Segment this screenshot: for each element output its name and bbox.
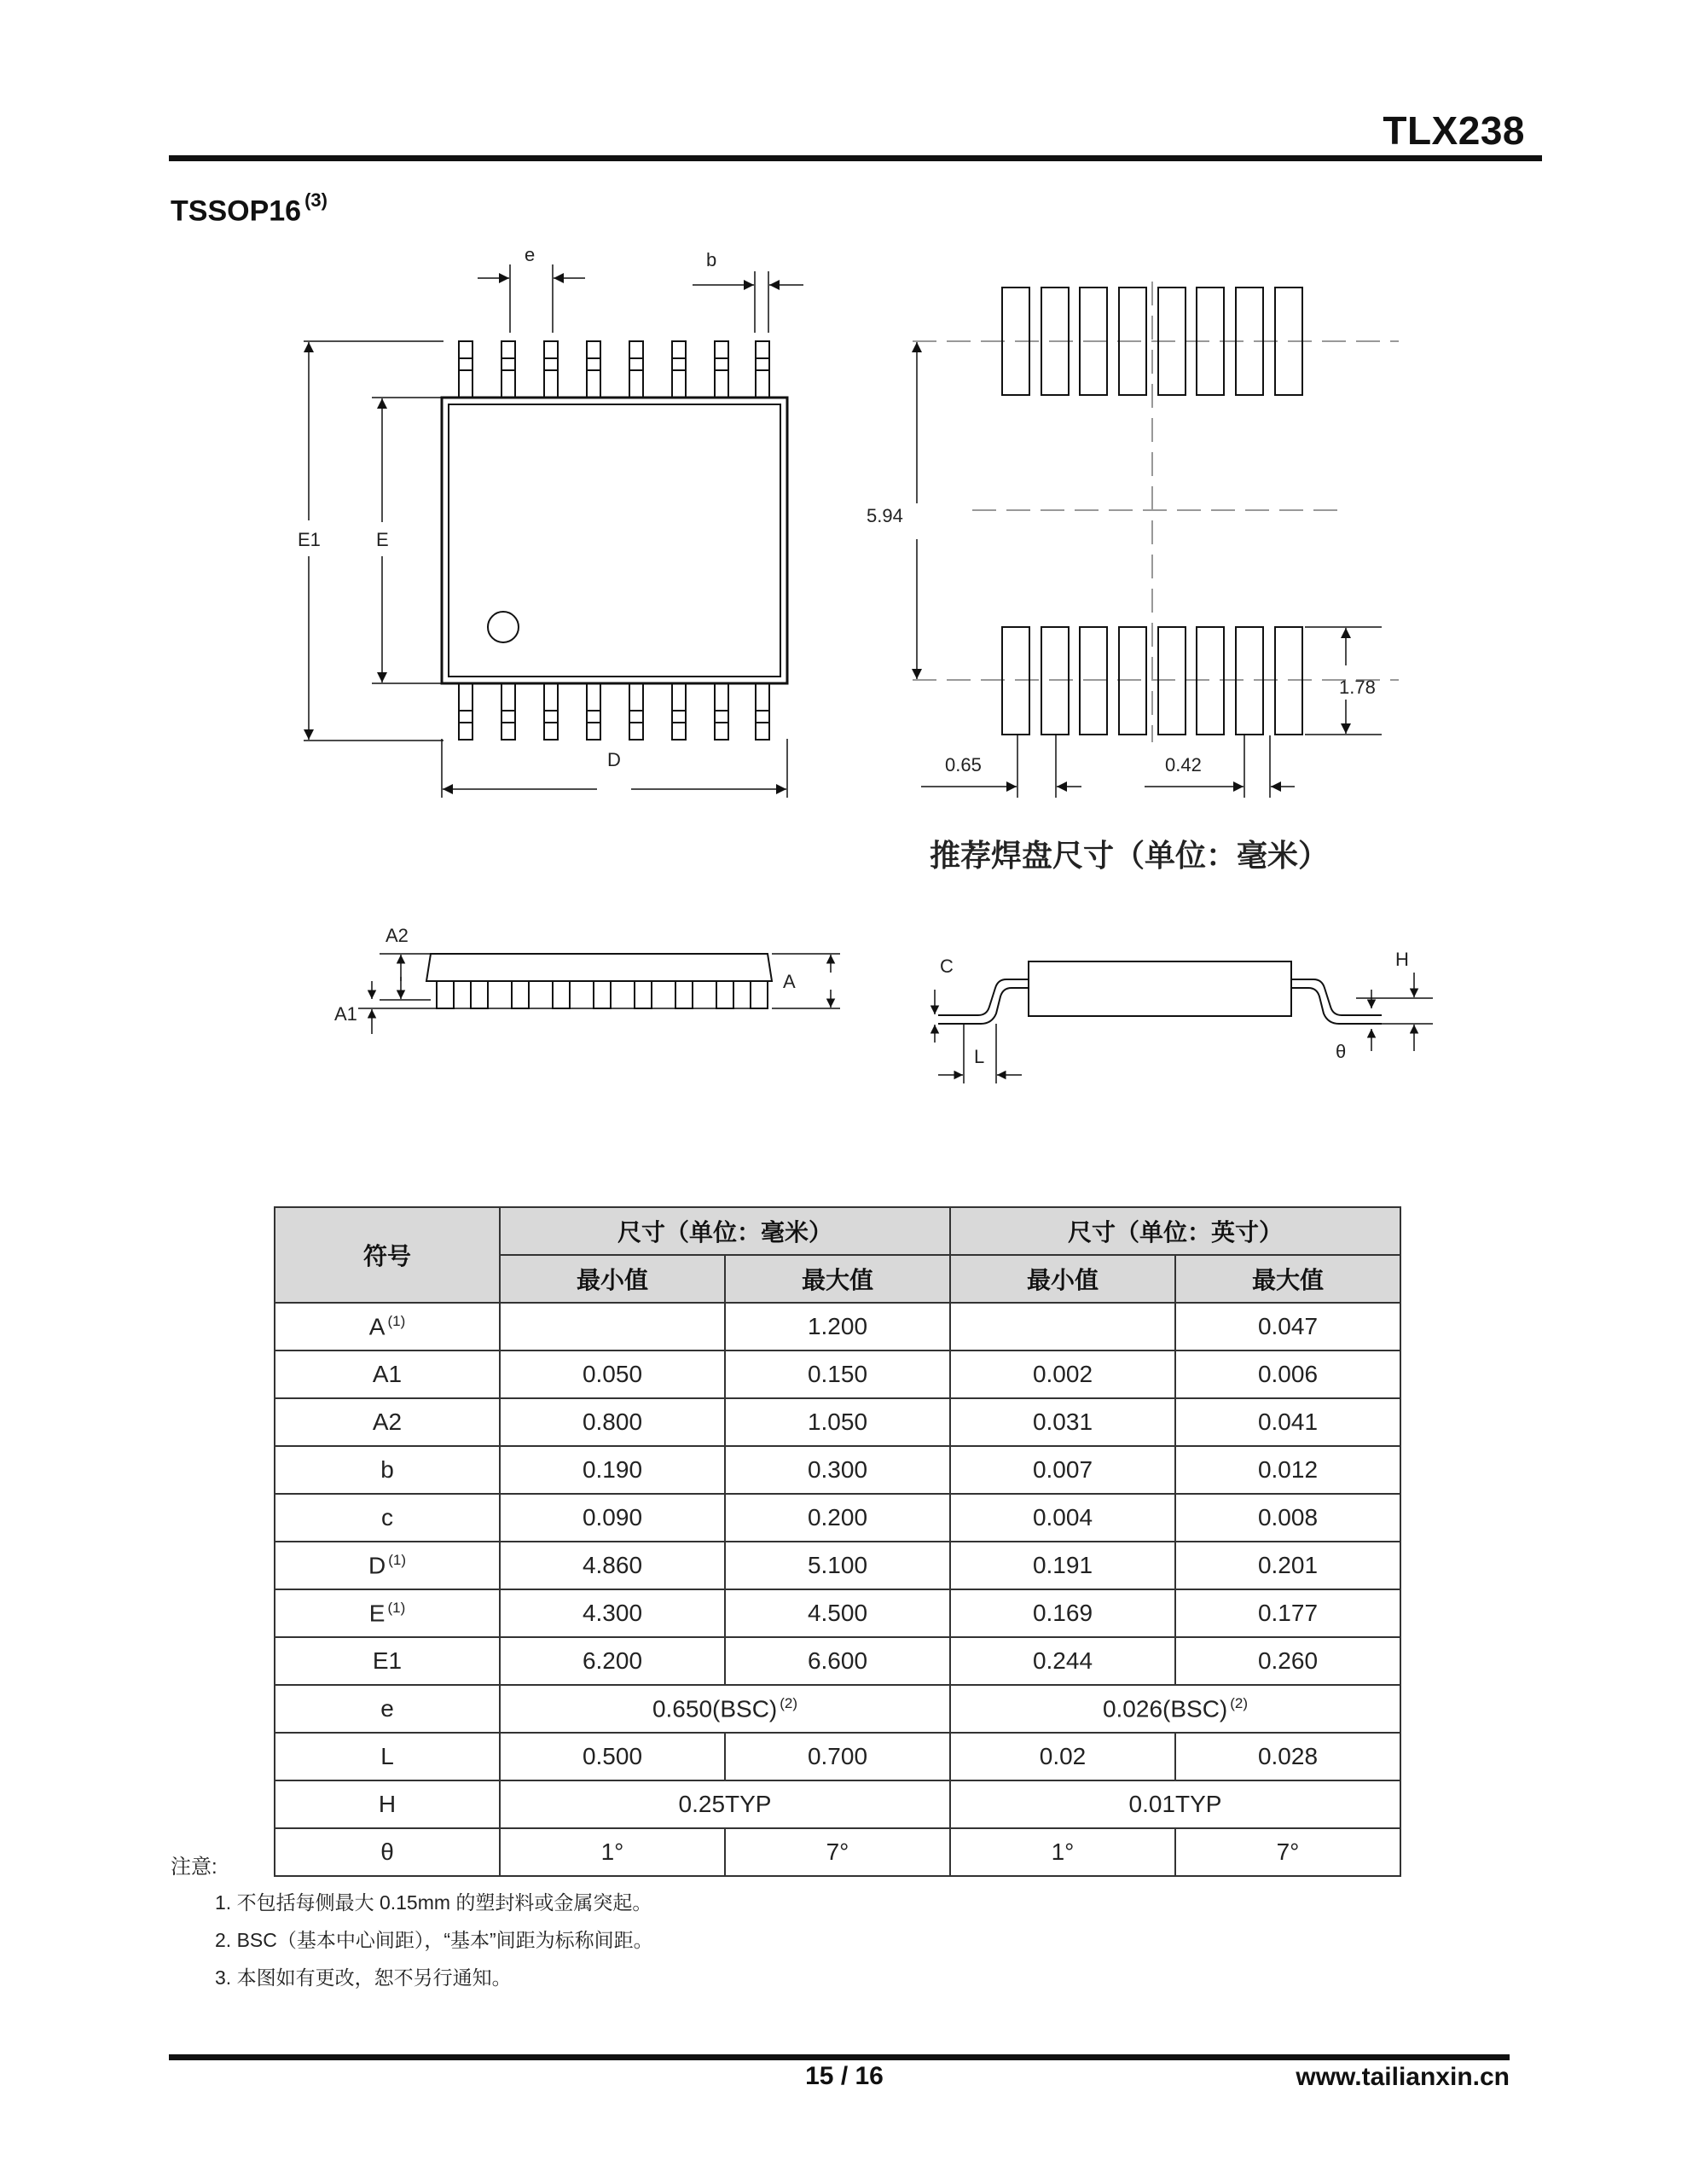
top-pin-mark xyxy=(756,358,769,370)
footnote-ref: (1) xyxy=(388,1551,406,1568)
cell-mm-min: 4.860 xyxy=(500,1542,725,1589)
cell-symbol: θ xyxy=(275,1828,500,1876)
bottom-pin-mark xyxy=(715,711,728,723)
cell-inch-max: 0.008 xyxy=(1175,1494,1400,1542)
cell-symbol: H xyxy=(275,1780,500,1828)
cell-symbol: E $^{(1)}$ xyxy=(275,1589,500,1637)
footnote-ref: (1) xyxy=(387,1312,406,1329)
cell-mm-max: 7° xyxy=(725,1828,950,1876)
cell-inch-max: 0.047 xyxy=(1175,1303,1400,1350)
cell-mm-max: 1.050 xyxy=(725,1398,950,1446)
document-title: TLX238 xyxy=(1383,108,1525,153)
cell-inch-max: 0.260 xyxy=(1175,1637,1400,1685)
header-inch: 尺寸（单位：英寸） xyxy=(950,1207,1400,1255)
land-pattern-drawing xyxy=(853,273,1416,802)
cell-inch-span: 0.01TYP xyxy=(950,1780,1400,1828)
dim-label-a1: A1 xyxy=(334,1003,357,1025)
header-inch-min: 最小值 xyxy=(950,1255,1175,1303)
dim-label-a: A xyxy=(783,971,796,992)
cell-mm-max: 0.150 xyxy=(725,1350,950,1398)
side-lead xyxy=(716,981,733,1008)
table-row xyxy=(275,1303,1400,1350)
note-item: 3. 本图如有更改，恕不另行通知。 xyxy=(215,1966,512,1989)
cell-symbol: E1 xyxy=(275,1637,500,1685)
dim-label-d: D xyxy=(607,749,621,770)
footnote-ref: (1) xyxy=(387,1599,406,1616)
cell-mm-max: 1.200 xyxy=(725,1303,950,1350)
side-lead xyxy=(751,981,768,1008)
dim-label-a2: A2 xyxy=(386,925,409,946)
side-lead xyxy=(471,981,488,1008)
bottom-pin-mark xyxy=(501,711,515,723)
footnote-ref: (2) xyxy=(1230,1694,1249,1711)
header-mm-min: 最小值 xyxy=(500,1255,725,1303)
table-row xyxy=(275,1780,1400,1828)
cell-inch-min: 0.02 xyxy=(950,1733,1175,1780)
side-lead xyxy=(512,981,529,1008)
cell-mm-max: 0.200 xyxy=(725,1494,950,1542)
cell-mm-max: 5.100 xyxy=(725,1542,950,1589)
side-lead xyxy=(594,981,611,1008)
dim-label-e-body: E xyxy=(376,529,389,550)
cell-mm-min: 0.050 xyxy=(500,1350,725,1398)
side-lead xyxy=(635,981,652,1008)
dim-label-b: b xyxy=(706,249,717,270)
table-row xyxy=(275,1446,1400,1494)
bottom-pin-mark xyxy=(587,711,600,723)
dim-label-e: e xyxy=(525,244,536,265)
footnote-ref: (2) xyxy=(780,1694,798,1711)
package-title xyxy=(171,189,328,228)
top-pin-mark xyxy=(672,358,686,370)
cell-mm-max: 0.700 xyxy=(725,1733,950,1780)
cell-inch-min xyxy=(950,1303,1175,1350)
cell-inch-max: 0.006 xyxy=(1175,1350,1400,1398)
cell-symbol: A1 xyxy=(275,1350,500,1398)
top-pin-mark xyxy=(544,358,558,370)
cell-mm-min: 0.190 xyxy=(500,1446,725,1494)
land-dim-0.65: 0.65 xyxy=(945,754,982,775)
land-dim-5.94: 5.94 xyxy=(867,505,903,526)
website-link[interactable]: www.tailianxin.cn xyxy=(1296,2063,1510,2091)
cell-inch-min: 0.002 xyxy=(950,1350,1175,1398)
cell-mm-max: 0.300 xyxy=(725,1446,950,1494)
cell-mm-min: 0.800 xyxy=(500,1398,725,1446)
cell-symbol: L xyxy=(275,1733,500,1780)
cell-symbol: A2 xyxy=(275,1398,500,1446)
header-symbol: 符号 xyxy=(275,1207,500,1303)
bottom-pin-mark xyxy=(629,711,643,723)
cell-inch-max: 0.201 xyxy=(1175,1542,1400,1589)
cell-inch-min: 0.191 xyxy=(950,1542,1175,1589)
cell-inch-max: 0.041 xyxy=(1175,1398,1400,1446)
header-rule xyxy=(169,155,1542,161)
side-view-drawing xyxy=(324,917,853,1049)
table-row xyxy=(275,1828,1400,1876)
cell-inch-min: 0.031 xyxy=(950,1398,1175,1446)
page-number: 15 / 16 xyxy=(805,2062,884,2090)
dim-label-h: H xyxy=(1395,949,1409,970)
table-row xyxy=(275,1542,1400,1589)
cell-mm-span: 0.25TYP xyxy=(500,1780,950,1828)
cell-inch-span: 0.026(BSC) $^{(2)}$ xyxy=(950,1685,1400,1733)
package-name: TSSOP16 xyxy=(171,195,302,228)
cell-inch-min: 0.007 xyxy=(950,1446,1175,1494)
cell-symbol: e xyxy=(275,1685,500,1733)
note-item: 1. 不包括每侧最大 0.15mm 的塑封料或金属突起。 xyxy=(215,1891,652,1914)
dimension-table xyxy=(274,1206,1401,1877)
cell-mm-min: 6.200 xyxy=(500,1637,725,1685)
cell-inch-max: 0.177 xyxy=(1175,1589,1400,1637)
top-pin-mark xyxy=(715,358,728,370)
table-row xyxy=(275,1685,1400,1733)
table-row xyxy=(275,1589,1400,1637)
notes-label: 注意: xyxy=(171,1856,217,1879)
bottom-pin-mark xyxy=(544,711,558,723)
header-inch-max: 最大值 xyxy=(1175,1255,1400,1303)
cell-inch-min: 0.004 xyxy=(950,1494,1175,1542)
cell-inch-max: 7° xyxy=(1175,1828,1400,1876)
top-pin-mark xyxy=(459,358,472,370)
land-pattern-caption: 推荐焊盘尺寸（单位：毫米） xyxy=(930,838,1330,873)
cell-inch-max: 0.012 xyxy=(1175,1446,1400,1494)
cell-inch-max: 0.028 xyxy=(1175,1733,1400,1780)
bottom-pin-mark xyxy=(756,711,769,723)
package-ref-note: (3) xyxy=(304,189,328,211)
cell-inch-min: 0.169 xyxy=(950,1589,1175,1637)
cell-symbol: c xyxy=(275,1494,500,1542)
cell-mm-min: 1° xyxy=(500,1828,725,1876)
cell-mm-min: 0.090 xyxy=(500,1494,725,1542)
cell-mm-min: 4.300 xyxy=(500,1589,725,1637)
header-mm-max: 最大值 xyxy=(725,1255,950,1303)
bottom-pin-mark xyxy=(672,711,686,723)
footer-rule xyxy=(169,2054,1510,2060)
lead-detail-drawing xyxy=(921,943,1433,1092)
cell-symbol: A $^{(1)}$ xyxy=(275,1303,500,1350)
cell-mm-min xyxy=(500,1303,725,1350)
table-row xyxy=(275,1350,1400,1398)
land-dim-1.78: 1.78 xyxy=(1339,677,1376,698)
side-lead xyxy=(437,981,454,1008)
dim-label-l: L xyxy=(974,1046,985,1067)
top-pin-mark xyxy=(501,358,515,370)
cell-mm-span: 0.650(BSC) $^{(2)}$ xyxy=(500,1685,950,1733)
top-pin-mark xyxy=(629,358,643,370)
cell-symbol: D $^{(1)}$ xyxy=(275,1542,500,1589)
land-dim-0.42: 0.42 xyxy=(1165,754,1202,775)
dim-label-theta: θ xyxy=(1336,1041,1347,1062)
header-mm: 尺寸（单位：毫米） xyxy=(500,1207,950,1255)
bottom-pin-mark xyxy=(459,711,472,723)
cell-inch-min: 1° xyxy=(950,1828,1175,1876)
side-lead xyxy=(553,981,570,1008)
table-row xyxy=(275,1398,1400,1446)
note-item: 2. BSC（基本中心间距），“基本”间距为标称间距。 xyxy=(215,1929,653,1951)
top-pin-mark xyxy=(587,358,600,370)
cell-inch-min: 0.244 xyxy=(950,1637,1175,1685)
table-row xyxy=(275,1494,1400,1542)
cell-mm-min: 0.500 xyxy=(500,1733,725,1780)
dim-label-e1: E1 xyxy=(298,529,321,550)
cell-mm-max: 6.600 xyxy=(725,1637,950,1685)
top-view-drawing xyxy=(290,239,836,802)
table-row xyxy=(275,1637,1400,1685)
side-lead xyxy=(675,981,693,1008)
dim-label-c: C xyxy=(940,956,954,977)
table-row xyxy=(275,1733,1400,1780)
cell-mm-max: 4.500 xyxy=(725,1589,950,1637)
cell-symbol: b xyxy=(275,1446,500,1494)
